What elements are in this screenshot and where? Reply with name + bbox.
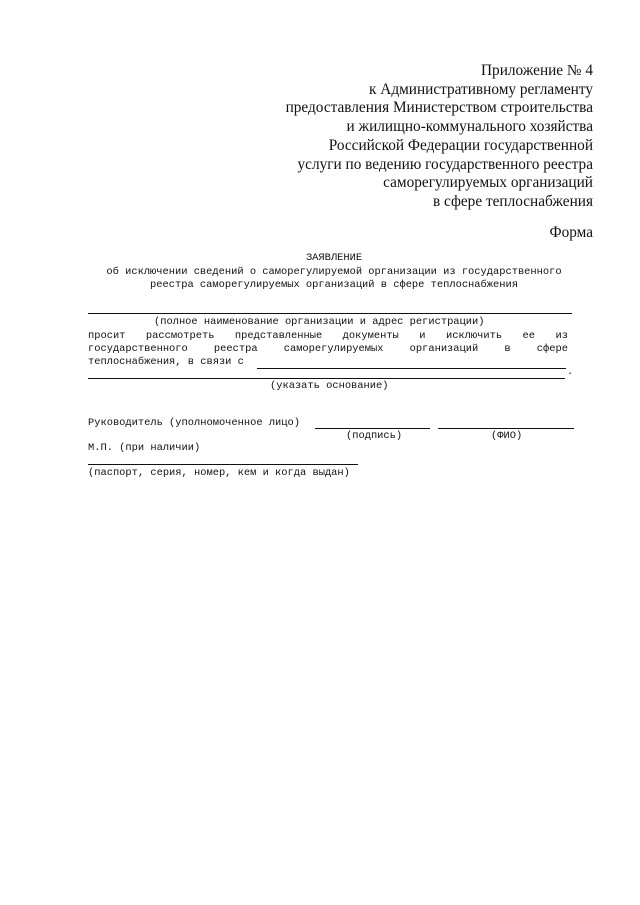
header-line: саморегулируемых организаций: [383, 174, 593, 192]
signature-caption: (подпись): [346, 430, 403, 442]
passport-field[interactable]: [88, 464, 358, 465]
header-line: услуги по ведению государственного реестра: [297, 155, 593, 173]
statement-subtitle-2: реестра саморегулируемых организаций в сфере теплоснабжения: [150, 279, 518, 291]
line-end-mark: .: [567, 366, 574, 378]
reason-field-2[interactable]: [88, 378, 565, 379]
statement-subtitle-1: об исключении сведений о саморегулируемой организации из государственного: [106, 266, 562, 278]
org-name-caption: (полное наименование организации и адрес регистрации): [154, 316, 485, 328]
request-line-1: просит рассмотреть представленные документы и исключить ее из: [88, 330, 568, 342]
header-line: к Административному регламенту: [369, 80, 593, 98]
form-label: Форма: [549, 224, 593, 241]
header-line: в сфере теплоснабжения: [432, 192, 593, 210]
org-name-field[interactable]: [88, 313, 572, 314]
head-label: Руководитель (уполномоченное лицо): [88, 417, 301, 429]
header-line: предоставления Министерством строительства: [285, 99, 593, 117]
full-name-field[interactable]: [438, 428, 574, 429]
request-line-3: теплоснабжения, в связи с: [88, 356, 244, 368]
reason-caption: (указать основание): [270, 380, 389, 392]
statement-title: ЗАЯВЛЕНИЕ: [305, 252, 363, 264]
signature-field[interactable]: [315, 428, 430, 429]
header-line: Российской Федерации государственной: [328, 136, 593, 154]
seal-label: М.П. (при наличии): [88, 442, 201, 454]
appendix-header: [286, 62, 593, 212]
header-line: Приложение № 4: [481, 62, 593, 79]
request-line-2: государственного реестра саморегулируемых организаций в сфере: [88, 343, 568, 355]
passport-caption: (паспорт, серия, номер, кем и когда выдан): [88, 467, 350, 479]
reason-field-1[interactable]: [257, 368, 566, 369]
full-name-caption: (ФИО): [491, 430, 523, 442]
header-line: и жилищно-коммунального хозяйства: [346, 118, 593, 136]
